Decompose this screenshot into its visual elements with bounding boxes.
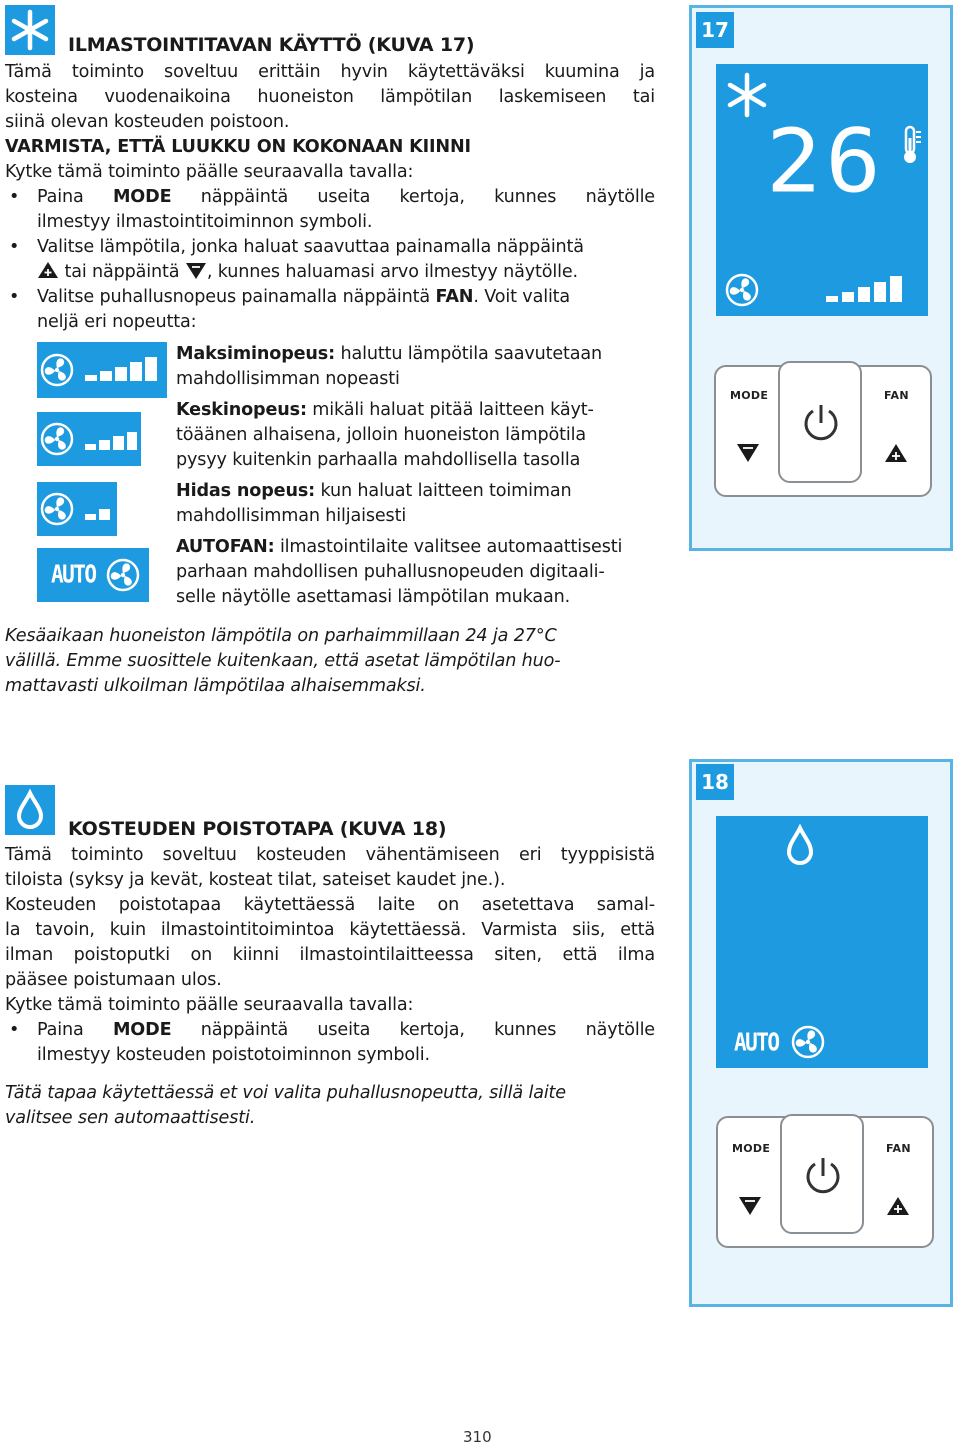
intro-line: kosteina vuodenaikoina huoneiston lämpötilan laskemiseen tai bbox=[5, 87, 655, 107]
intro-line: ilman poistoputki on kiinni ilmastointilaitteessa siten, että ilma bbox=[5, 945, 655, 965]
fan-icon bbox=[788, 1022, 828, 1062]
section2-note: Tätä tapaa käytettäessä et voi valita puhallusnopeutta, sillä laite valitsee sen automaattisesti. bbox=[5, 1083, 566, 1128]
fan-auto-icon bbox=[37, 548, 149, 602]
speed-auto-desc: AUTOFAN: ilmastointilaite valitsee automaattisesti parhaan mahdollisen puhallusnopeuden digitaali- selle näytölle asettamasi lämpötilan mukaan. bbox=[176, 537, 623, 607]
figure-18-number: 18 bbox=[696, 764, 734, 800]
plus-button[interactable] bbox=[884, 443, 908, 463]
minus-triangle-icon bbox=[185, 262, 207, 280]
warning-text: VARMISTA, ETTÄ LUUKKU ON KOKONAAN KIINNI bbox=[5, 137, 471, 157]
fan-button[interactable]: FAN bbox=[886, 1142, 911, 1155]
page-number: 310 bbox=[463, 1428, 492, 1446]
control-panel bbox=[714, 365, 932, 497]
section1-title: ILMASTOINTITAVAN KÄYTTÖ (KUVA 17) bbox=[68, 34, 475, 56]
intro-line: Kosteuden poistotapaa käytettäessä laite on asetettava samal- bbox=[5, 895, 655, 915]
intro-line: siinä olevan kosteuden poistoon. bbox=[5, 112, 290, 132]
thermometer-icon bbox=[898, 124, 924, 166]
intro-line: tiloista (syksy ja kevät, kosteat tilat, sateiset kaudet jne.). bbox=[5, 870, 506, 890]
plus-triangle-icon bbox=[37, 261, 59, 279]
snowflake-icon bbox=[722, 70, 772, 120]
speed-low-desc: Hidas nopeus: kun haluat laitteen toimiman mahdollisimman hiljaisesti bbox=[176, 481, 572, 526]
figure-17-panel bbox=[689, 5, 953, 551]
auto-label: AUTO bbox=[734, 1027, 779, 1057]
howto-text: Kytke tämä toiminto päälle seuraavalla tavalla: bbox=[5, 162, 414, 182]
howto-text: Kytke tämä toiminto päälle seuraavalla tavalla: bbox=[5, 995, 414, 1015]
section1-note: Kesäaikaan huoneiston lämpötila on parhaimmillaan 24 ja 27°C välillä. Emme suosittele kuitenkaan, että asetat lämpötilan huo- mattavasti ulkoilman lämpötilaa alhaisemmaksi. bbox=[5, 626, 561, 696]
mode-key-label: MODE bbox=[112, 187, 172, 207]
power-icon bbox=[799, 401, 843, 445]
bullet-list: • Paina MODE näppäintä useita kertoja, kunnes näytölle ilmestyy ilmastointitoiminnon symboli. • Valitse lämpötila, jonka haluat saavuttaa painamalla näppäintä tai näppäintä , kunnes haluamasi arvo ilmestyy näytölle. • Valitse puhallusnopeus painamalla näppäintä FAN. Voit valita neljä eri nopeutta: bbox=[9, 187, 655, 332]
auto-label: AUTO bbox=[51, 559, 96, 589]
intro-line: Tämä toiminto soveltuu erittäin hyvin käytettäväksi kuumina ja bbox=[5, 62, 655, 82]
mode-key-label: MODE bbox=[112, 1020, 172, 1040]
minus-button[interactable] bbox=[736, 443, 760, 463]
speed-max-desc: Maksiminopeus: haluttu lämpötila saavutetaan mahdollisimman nopeasti bbox=[176, 344, 603, 389]
mode-button[interactable]: MODE bbox=[732, 1142, 771, 1155]
snowflake-badge-icon bbox=[5, 5, 55, 55]
section2-intro bbox=[5, 843, 655, 1018]
minus-button[interactable] bbox=[738, 1196, 762, 1216]
fan-button[interactable]: FAN bbox=[884, 389, 909, 402]
power-button[interactable] bbox=[778, 361, 862, 483]
intro-line: Tämä toiminto soveltuu kosteuden vähentämiseen eri tyyppisistä bbox=[5, 845, 655, 865]
section2-title: KOSTEUDEN POISTOTAPA (KUVA 18) bbox=[68, 818, 447, 840]
fan-speed-max-icon bbox=[37, 342, 167, 398]
power-button[interactable] bbox=[780, 1114, 864, 1234]
figure-17-number: 17 bbox=[696, 12, 734, 48]
display-screen bbox=[716, 64, 928, 316]
fan-speed-medium-icon bbox=[37, 412, 141, 466]
fan-key-label: FAN bbox=[435, 287, 474, 307]
figure-18-panel bbox=[689, 759, 953, 1307]
fan-speed-max-icon bbox=[720, 266, 926, 312]
intro-line: pääsee poistumaan ulos. bbox=[5, 970, 222, 990]
temperature-readout: 26 bbox=[766, 110, 885, 213]
water-drop-badge-icon bbox=[5, 785, 55, 835]
mode-button[interactable]: MODE bbox=[730, 389, 769, 402]
display-screen bbox=[716, 816, 928, 1068]
control-panel bbox=[716, 1116, 934, 1248]
fan-speed-low-icon bbox=[37, 482, 117, 536]
plus-button[interactable] bbox=[886, 1196, 910, 1216]
power-icon bbox=[801, 1154, 845, 1198]
section1-intro bbox=[5, 60, 655, 185]
speed-medium-desc: Keskinopeus: mikäli haluat pitää laitteen käyt- töäänen alhaisena, jolloin huoneiston lämpötila pysyy kuitenkin parhaalla mahdollisella tasolla bbox=[176, 400, 594, 470]
speed-descriptions bbox=[176, 342, 656, 610]
water-drop-icon bbox=[780, 824, 820, 870]
intro-line: la tavoin, kuin ilmastointitoimintoa käytettäessä. Varmista siis, että bbox=[5, 920, 655, 940]
section2-bullet: • Paina MODE näppäintä useita kertoja, kunnes näytölle ilmestyy kosteuden poistotoiminnon symboli. bbox=[9, 1020, 655, 1065]
